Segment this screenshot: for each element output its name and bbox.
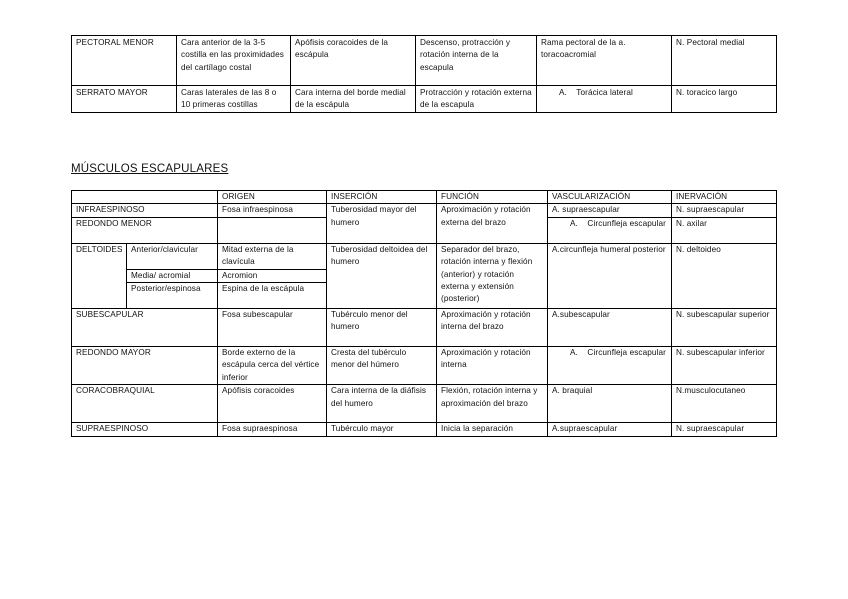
nerve-cell: N.musculocutaneo bbox=[672, 385, 777, 423]
part-name: Anterior/clavicular bbox=[127, 243, 218, 269]
table-row bbox=[72, 36, 777, 86]
origin-cell: Borde externo de la escápula cerca del vértice inferior bbox=[218, 347, 327, 385]
nerve-cell: N. subescapular inferior bbox=[672, 347, 777, 385]
function-cell: Descenso, protracción y rotación interna de la escapula bbox=[416, 36, 537, 86]
function-cell: Inicia la separación bbox=[437, 423, 548, 436]
table-row bbox=[72, 385, 777, 423]
nerve-cell: N. axilar bbox=[672, 217, 777, 243]
section-title: MÚSCULOS ESCAPULARES bbox=[71, 163, 229, 175]
origin-cell: Espina de la escápula bbox=[218, 283, 327, 309]
table-row bbox=[72, 86, 777, 113]
insertion-cell: Tubérculo mayor bbox=[327, 423, 437, 436]
header-row bbox=[72, 191, 777, 204]
function-cell: Protracción y rotación externa de la escapula bbox=[416, 86, 537, 113]
nerve-cell: N. Pectoral medial bbox=[672, 36, 777, 86]
nerve-cell: N. toracico largo bbox=[672, 86, 777, 113]
part-name: Posterior/espinosa bbox=[127, 283, 218, 309]
muscle-name: REDONDO MAYOR bbox=[72, 347, 218, 385]
table-row bbox=[72, 243, 777, 269]
nerve-cell: N. supraescapular bbox=[672, 423, 777, 436]
insertion-cell: Apófisis coracoides de la escápula bbox=[291, 36, 416, 86]
function-cell: Separador del brazo, rotación interna y flexión (anterior) y rotación externa y extensión (posterior) bbox=[437, 243, 548, 308]
header-insertion: INSERCIÓN bbox=[327, 191, 437, 204]
vascular-cell: A. Circunfleja escapular bbox=[548, 347, 672, 385]
origin-cell: Fosa supraespinosa bbox=[218, 423, 327, 436]
function-cell: Aproximación y rotación externa del brazo bbox=[437, 204, 548, 243]
header-blank bbox=[72, 191, 218, 204]
muscle-name: PECTORAL MENOR bbox=[72, 36, 177, 86]
origin-cell: Mitad externa de la clavícula bbox=[218, 243, 327, 269]
nerve-cell: N. supraescapular bbox=[672, 204, 777, 217]
vascular-cell: A.subescapular bbox=[548, 309, 672, 347]
header-nerve: INERVACIÓN bbox=[672, 191, 777, 204]
nerve-cell: N. deltoideo bbox=[672, 243, 777, 308]
muscle-table-scapular bbox=[71, 190, 777, 437]
muscle-name: CORACOBRAQUIAL bbox=[72, 385, 218, 423]
table-row bbox=[72, 347, 777, 385]
muscle-name: SERRATO MAYOR bbox=[72, 86, 177, 113]
muscle-name: INFRAESPINOSO bbox=[72, 204, 218, 217]
vascular-text: A. Circunfleja escapular bbox=[570, 218, 666, 228]
insertion-cell: Tuberosidad mayor del humero bbox=[327, 204, 437, 243]
part-name: Media/ acromial bbox=[127, 269, 218, 282]
table-row bbox=[72, 204, 777, 217]
header-function: FUNCIÓN bbox=[437, 191, 548, 204]
function-cell: Flexión, rotación interna y aproximación del brazo bbox=[437, 385, 548, 423]
vascular-cell: A. Torácica lateral bbox=[537, 86, 672, 113]
function-cell: Aproximación y rotación interna bbox=[437, 347, 548, 385]
vascular-cell: A. supraescapular bbox=[548, 204, 672, 217]
nerve-cell: N. subescapular superior bbox=[672, 309, 777, 347]
insertion-cell: Cara interna del borde medial de la escápula bbox=[291, 86, 416, 113]
muscle-table-pectoral bbox=[71, 35, 777, 113]
table-row bbox=[72, 309, 777, 347]
origin-cell: Fosa subescapular bbox=[218, 309, 327, 347]
origin-cell: Acromion bbox=[218, 269, 327, 282]
vascular-cell: A.circunfleja humeral posterior bbox=[548, 243, 672, 308]
insertion-cell: Cara interna de la diáfisis del humero bbox=[327, 385, 437, 423]
origin-cell: Apófisis coracoides bbox=[218, 385, 327, 423]
vascular-cell: Rama pectoral de la a. toracoacromial bbox=[537, 36, 672, 86]
vascular-cell bbox=[548, 217, 672, 243]
vascular-cell: A. braquial bbox=[548, 385, 672, 423]
origin-cell: Fosa infraespinosa bbox=[218, 204, 327, 217]
vascular-cell: A.supraescapular bbox=[548, 423, 672, 436]
muscle-name: DELTOIDES bbox=[72, 243, 127, 308]
header-origin: ORIGEN bbox=[218, 191, 327, 204]
header-vascular: VASCULARIZACIÓN bbox=[548, 191, 672, 204]
table-row bbox=[72, 423, 777, 436]
insertion-cell: Tuberosidad deltoidea del humero bbox=[327, 243, 437, 308]
origin-cell bbox=[218, 217, 327, 243]
insertion-cell: Tubérculo menor del humero bbox=[327, 309, 437, 347]
function-cell: Aproximación y rotación interna del brazo bbox=[437, 309, 548, 347]
insertion-cell: Cresta del tubérculo menor del húmero bbox=[327, 347, 437, 385]
origin-cell: Caras laterales de las 8 o 10 primeras costillas bbox=[177, 86, 291, 113]
muscle-name: REDONDO MENOR bbox=[72, 217, 218, 243]
origin-cell: Cara anterior de la 3-5 costilla en las proximidades del cartílago costal bbox=[177, 36, 291, 86]
muscle-name: SUPRAESPINOSO bbox=[72, 423, 218, 436]
muscle-name: SUBESCAPULAR bbox=[72, 309, 218, 347]
